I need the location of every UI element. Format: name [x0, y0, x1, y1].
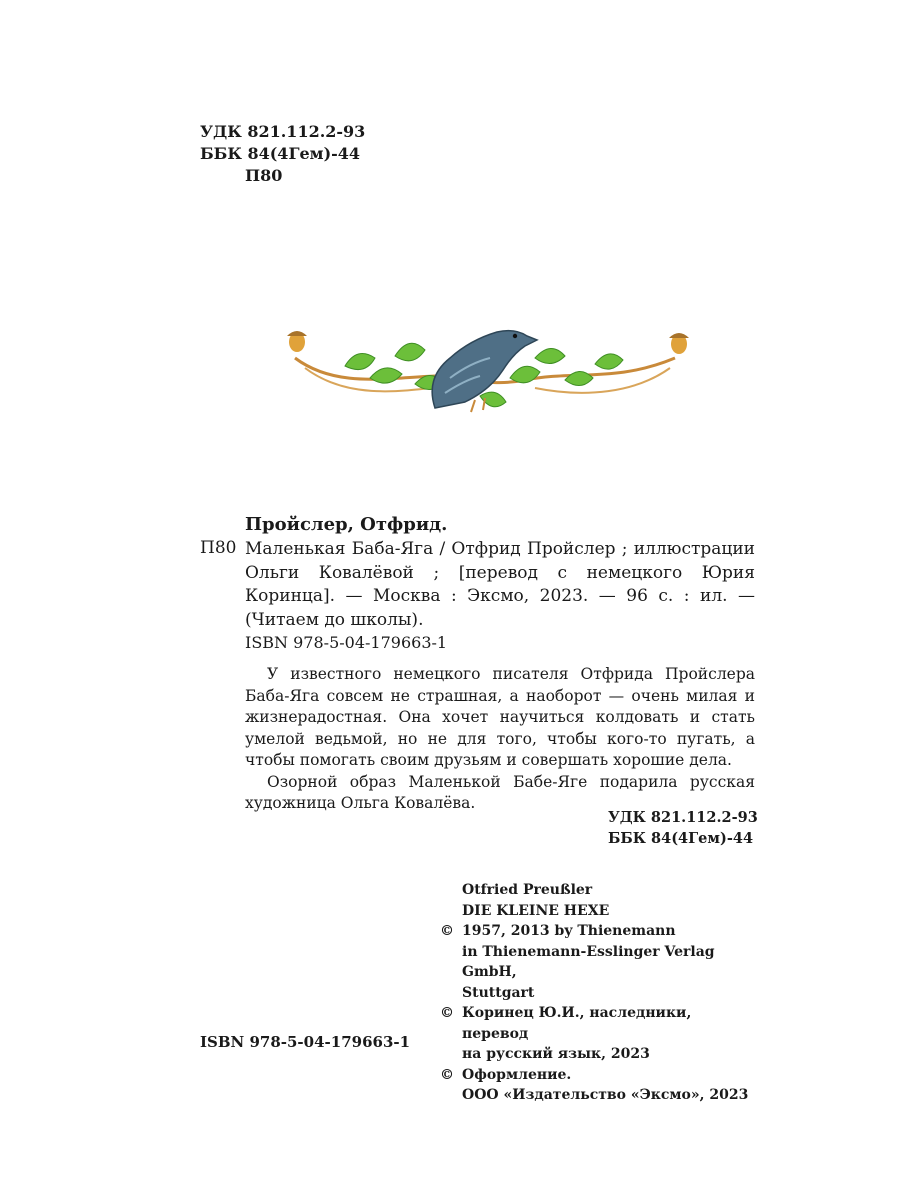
- bibliography-code: П80: [200, 538, 237, 558]
- bibliography-author: Пройслер, Отфрид.: [245, 514, 448, 535]
- copyright-line: [440, 1003, 760, 1044]
- author-mark: П80: [245, 166, 283, 185]
- copyright-text: Коринец Ю.И., наследники, перевод: [462, 1005, 692, 1042]
- bbk-code-right: ББК 84(4Гем)-44: [608, 830, 754, 847]
- copyright-text: Оформление.: [462, 1066, 572, 1083]
- bbk-code: ББК 84(4Гем)-44: [200, 144, 361, 163]
- annotation: [245, 664, 755, 815]
- copyright-line: ООО «Издательство «Эксмо», 2023: [462, 1087, 749, 1103]
- copyright-line: in Thienemann-Esslinger Verlag GmbH,: [462, 943, 715, 980]
- copyright-line: на русский язык, 2023: [462, 1046, 650, 1062]
- classification-block: [200, 121, 365, 187]
- original-title: DIE KLEINE HEXE: [462, 902, 610, 919]
- annotation-paragraph: У известного немецкого писателя Отфрида Пройслера Баба-Яга совсем не страшная, а наоборот — очень милая и жизнерадостная. Она хочет научиться колдовать и стать умелой ведьмой, но не для того, чтобы кого-то пугать, а чтобы помогать своим друзьям и совершать хорошие дела.: [245, 665, 755, 769]
- bibliography-description: Маленькая Баба-Яга / Отфрид Пройслер ; иллюстрации Ольги Ковалёвой ; [перевод с немецкого Юрия Коринца]. — Москва : Эксмо, 2023. — 96 с. : ил. — (Читаем до школы).: [245, 539, 755, 630]
- copyright-symbol: ©: [440, 923, 454, 939]
- udk-code-right: УДК 821.112.2-93: [608, 809, 758, 826]
- acorn-left-icon: [287, 331, 307, 352]
- isbn-bottom: ISBN 978-5-04-179663-1: [200, 1033, 411, 1051]
- copyright-symbol: ©: [440, 1005, 454, 1021]
- classification-right-block: [608, 807, 758, 849]
- copyright-block: [440, 880, 760, 1106]
- copyright-line: [440, 1065, 760, 1086]
- copyright-symbol: ©: [440, 1066, 454, 1083]
- original-author: Otfried Preußler: [462, 882, 593, 898]
- copyright-text: 1957, 2013 by Thienemann: [462, 923, 676, 939]
- crow-ornament-illustration: [275, 318, 695, 418]
- annotation-paragraph: Озорной образ Маленькой Бабе-Яге подарила русская художница Ольга Ковалёва.: [245, 772, 755, 812]
- copyright-line: Stuttgart: [462, 984, 535, 1001]
- bibliography-isbn: ISBN 978-5-04-179663-1: [245, 633, 448, 652]
- udk-code: УДК 821.112.2-93: [200, 122, 366, 141]
- acorn-right-icon: [669, 333, 689, 354]
- copyright-line: [440, 921, 760, 942]
